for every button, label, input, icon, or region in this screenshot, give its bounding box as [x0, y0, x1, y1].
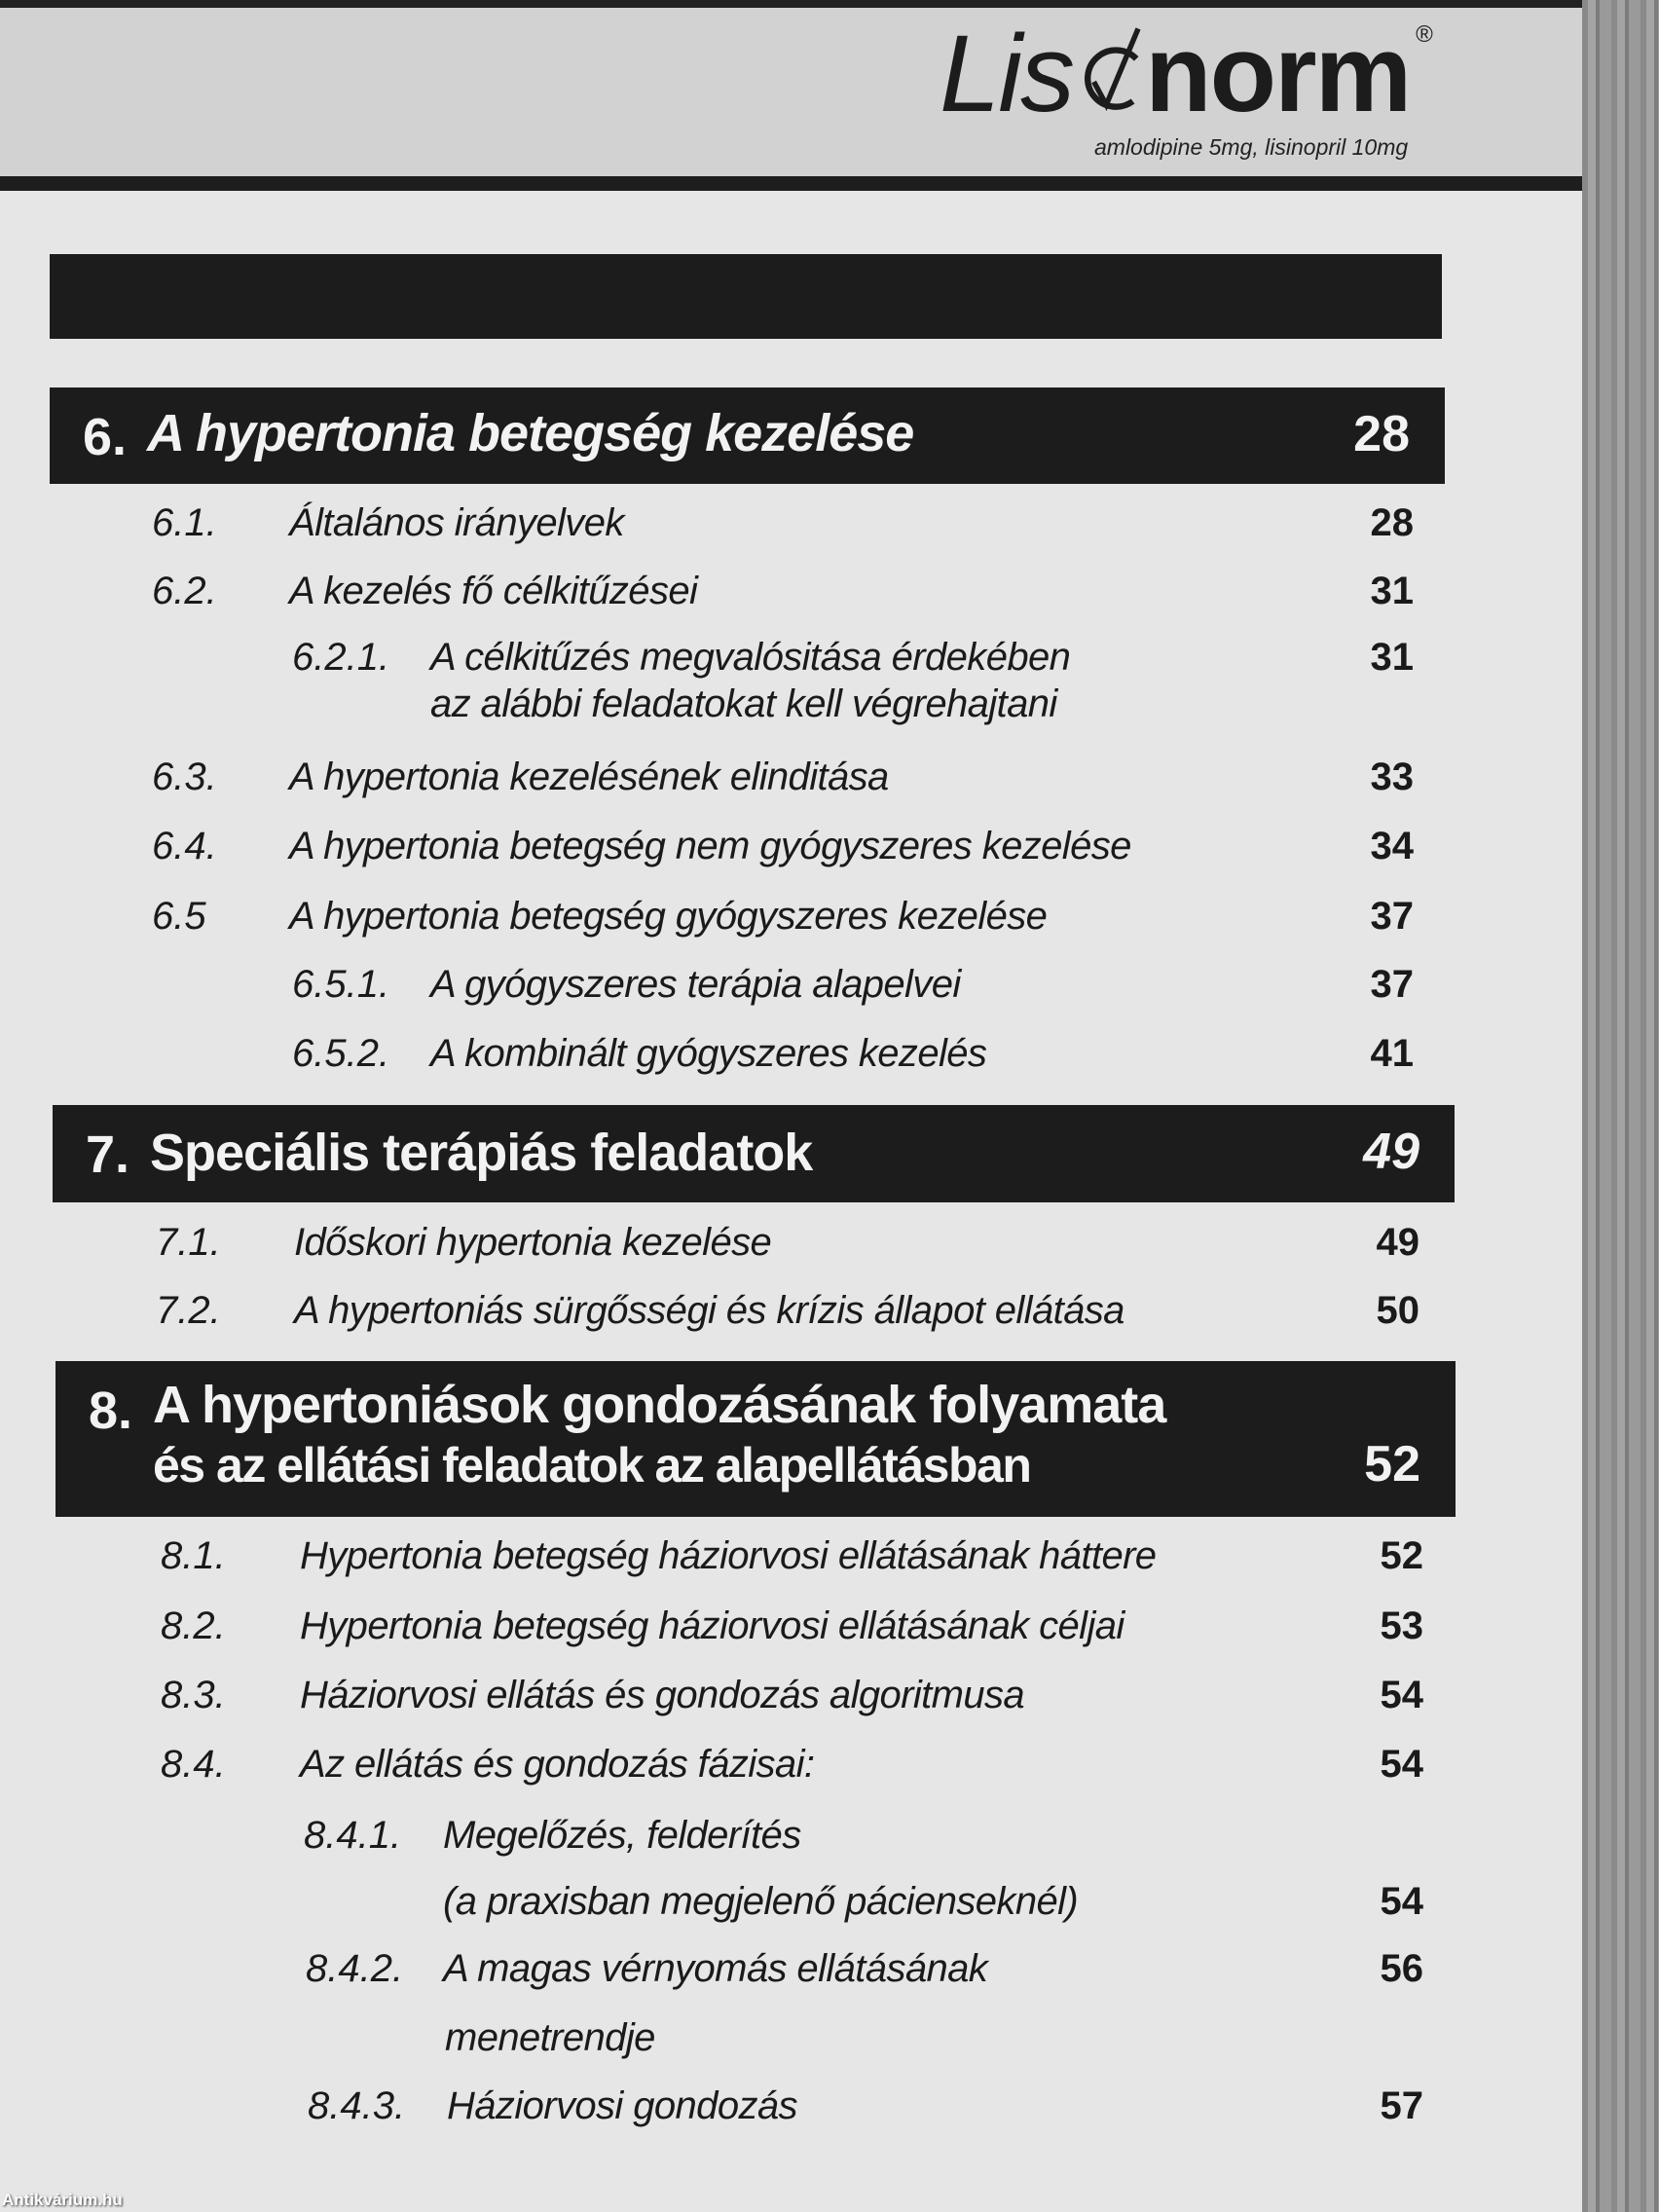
- item-number: 8.4.3.: [308, 2084, 406, 2127]
- item-title: Háziorvosi ellátás és gondozás algoritmusa: [300, 1674, 1025, 1716]
- item-title: A magas vérnyomás ellátásának: [443, 1947, 988, 1990]
- item-title: A hypertonia betegség nem gyógyszeres kezelése: [289, 825, 1131, 867]
- item-number: 6.5: [152, 895, 206, 938]
- toc-row: [0, 570, 1582, 618]
- toc-row: [0, 1289, 1582, 1338]
- toc-row: [0, 1221, 1582, 1270]
- page-number: 56: [1380, 1947, 1423, 1990]
- item-title: A hypertonia kezelésének elinditása: [289, 756, 889, 798]
- item-title: az alábbi feladatokat kell végrehajtani: [430, 682, 1057, 725]
- page-number: 54: [1380, 1880, 1423, 1923]
- registered-mark: ®: [1416, 21, 1433, 48]
- item-number: 8.2.: [161, 1604, 226, 1647]
- item-number: 6.4.: [152, 825, 217, 867]
- item-number: 6.3.: [152, 756, 217, 798]
- section-page: 49: [1363, 1124, 1419, 1180]
- watermark: Antikvárium.hu: [2, 2191, 123, 2209]
- section-heading: [53, 1105, 1455, 1202]
- toc-row: [0, 1743, 1582, 1791]
- section-title: Speciális terápiás feladatok: [150, 1124, 813, 1182]
- brand-logo: [940, 13, 1433, 134]
- item-title: Hypertonia betegség háziorvosi ellátásának háttere: [300, 1534, 1157, 1577]
- toc-row: [0, 1814, 1582, 1862]
- item-title: A célkitűzés megvalósitása érdekében: [430, 636, 1071, 679]
- section-title: A hypertonia betegség kezelése: [147, 404, 914, 462]
- item-title: A hypertonia betegség gyógyszeres kezelése: [289, 895, 1048, 938]
- item-title: A gyógyszeres terápia alapelvei: [430, 963, 961, 1006]
- logo-subtitle: amlodipine 5mg, lisinopril 10mg: [1094, 134, 1409, 160]
- toc-row: [0, 895, 1582, 943]
- item-title: A kombinált gyógyszeres kezelés: [430, 1032, 987, 1075]
- page-number: 37: [1370, 895, 1414, 938]
- section-page: 52: [1364, 1436, 1420, 1493]
- item-number: 6.5.1.: [292, 963, 390, 1006]
- item-number: 8.4.1.: [304, 1814, 402, 1857]
- page-number: 33: [1370, 756, 1414, 798]
- toc-row: [0, 825, 1582, 873]
- item-number: 8.4.2.: [306, 1947, 404, 1990]
- page-number: 37: [1370, 963, 1414, 1006]
- page-number: 31: [1370, 570, 1414, 612]
- item-title: Általános irányelvek: [289, 501, 624, 544]
- page-number: 41: [1370, 1032, 1414, 1075]
- item-title: menetrendje: [445, 2016, 655, 2059]
- section-heading: [55, 1361, 1456, 1517]
- logo-right: norm: [1145, 13, 1411, 134]
- toc-row: [0, 2084, 1582, 2133]
- item-number: 7.1.: [156, 1221, 221, 1264]
- item-title: Háziorvosi gondozás: [447, 2084, 797, 2127]
- section-number: 8.: [89, 1382, 133, 1440]
- section-title: A hypertoniások gondozásának folyamata: [153, 1376, 1166, 1434]
- item-title: A kezelés fő célkitűzései: [289, 570, 698, 612]
- item-title: A hypertoniás sürgősségi és krízis állapot ellátása: [294, 1289, 1124, 1332]
- toc-row-continuation: [0, 1880, 1582, 1929]
- item-number: 8.1.: [161, 1534, 226, 1577]
- item-number: 6.2.: [152, 570, 217, 612]
- item-title: Időskori hypertonia kezelése: [294, 1221, 772, 1264]
- logo-left: Lis: [940, 13, 1074, 134]
- page-number: 53: [1380, 1604, 1423, 1647]
- page-number: 34: [1370, 825, 1414, 867]
- toc-row-continuation: [0, 2016, 1582, 2065]
- section-heading: [50, 387, 1445, 484]
- top-border: [0, 0, 1582, 8]
- toc-row: [0, 756, 1582, 804]
- section-number: 7.: [86, 1125, 130, 1184]
- page-number: 49: [1376, 1221, 1419, 1264]
- header-rule: [0, 176, 1582, 191]
- toc-row: [0, 963, 1582, 1012]
- toc-row-continuation: [0, 682, 1582, 731]
- item-number: 8.3.: [161, 1674, 226, 1716]
- item-number: 6.5.2.: [292, 1032, 390, 1075]
- page-number: 52: [1380, 1534, 1423, 1577]
- item-number: 6.2.1.: [292, 636, 390, 679]
- toc-row: [0, 1947, 1582, 1996]
- toc-row: [0, 501, 1582, 550]
- toc-row: [0, 1032, 1582, 1081]
- blank-bar: [50, 254, 1442, 339]
- wood-background: [1582, 0, 1659, 2212]
- item-number: 8.4.: [161, 1743, 226, 1786]
- page-number: 28: [1370, 501, 1414, 544]
- section-number: 6.: [83, 408, 128, 466]
- item-title: Az ellátás és gondozás fázisai:: [300, 1743, 815, 1786]
- page-number: 54: [1380, 1674, 1423, 1716]
- item-number: 7.2.: [156, 1289, 221, 1332]
- page-number: 31: [1370, 636, 1414, 679]
- page-number: 54: [1380, 1743, 1423, 1786]
- item-title: Megelőzés, felderítés: [443, 1814, 801, 1857]
- item-title: Hypertonia betegség háziorvosi ellátásának céljai: [300, 1604, 1124, 1647]
- page-number: 50: [1376, 1289, 1419, 1332]
- section-title-line2: és az ellátási feladatok az alapellátásban: [153, 1438, 1031, 1493]
- toc-row: [0, 636, 1582, 684]
- item-title: (a praxisban megjelenő pácienseknél): [443, 1880, 1079, 1923]
- toc-row: [0, 1674, 1582, 1722]
- checkmark-o-icon: [1073, 23, 1145, 121]
- toc-row: [0, 1534, 1582, 1583]
- toc-row: [0, 1604, 1582, 1653]
- section-page: 28: [1353, 406, 1410, 462]
- item-number: 6.1.: [152, 501, 217, 544]
- page-number: 57: [1380, 2084, 1423, 2127]
